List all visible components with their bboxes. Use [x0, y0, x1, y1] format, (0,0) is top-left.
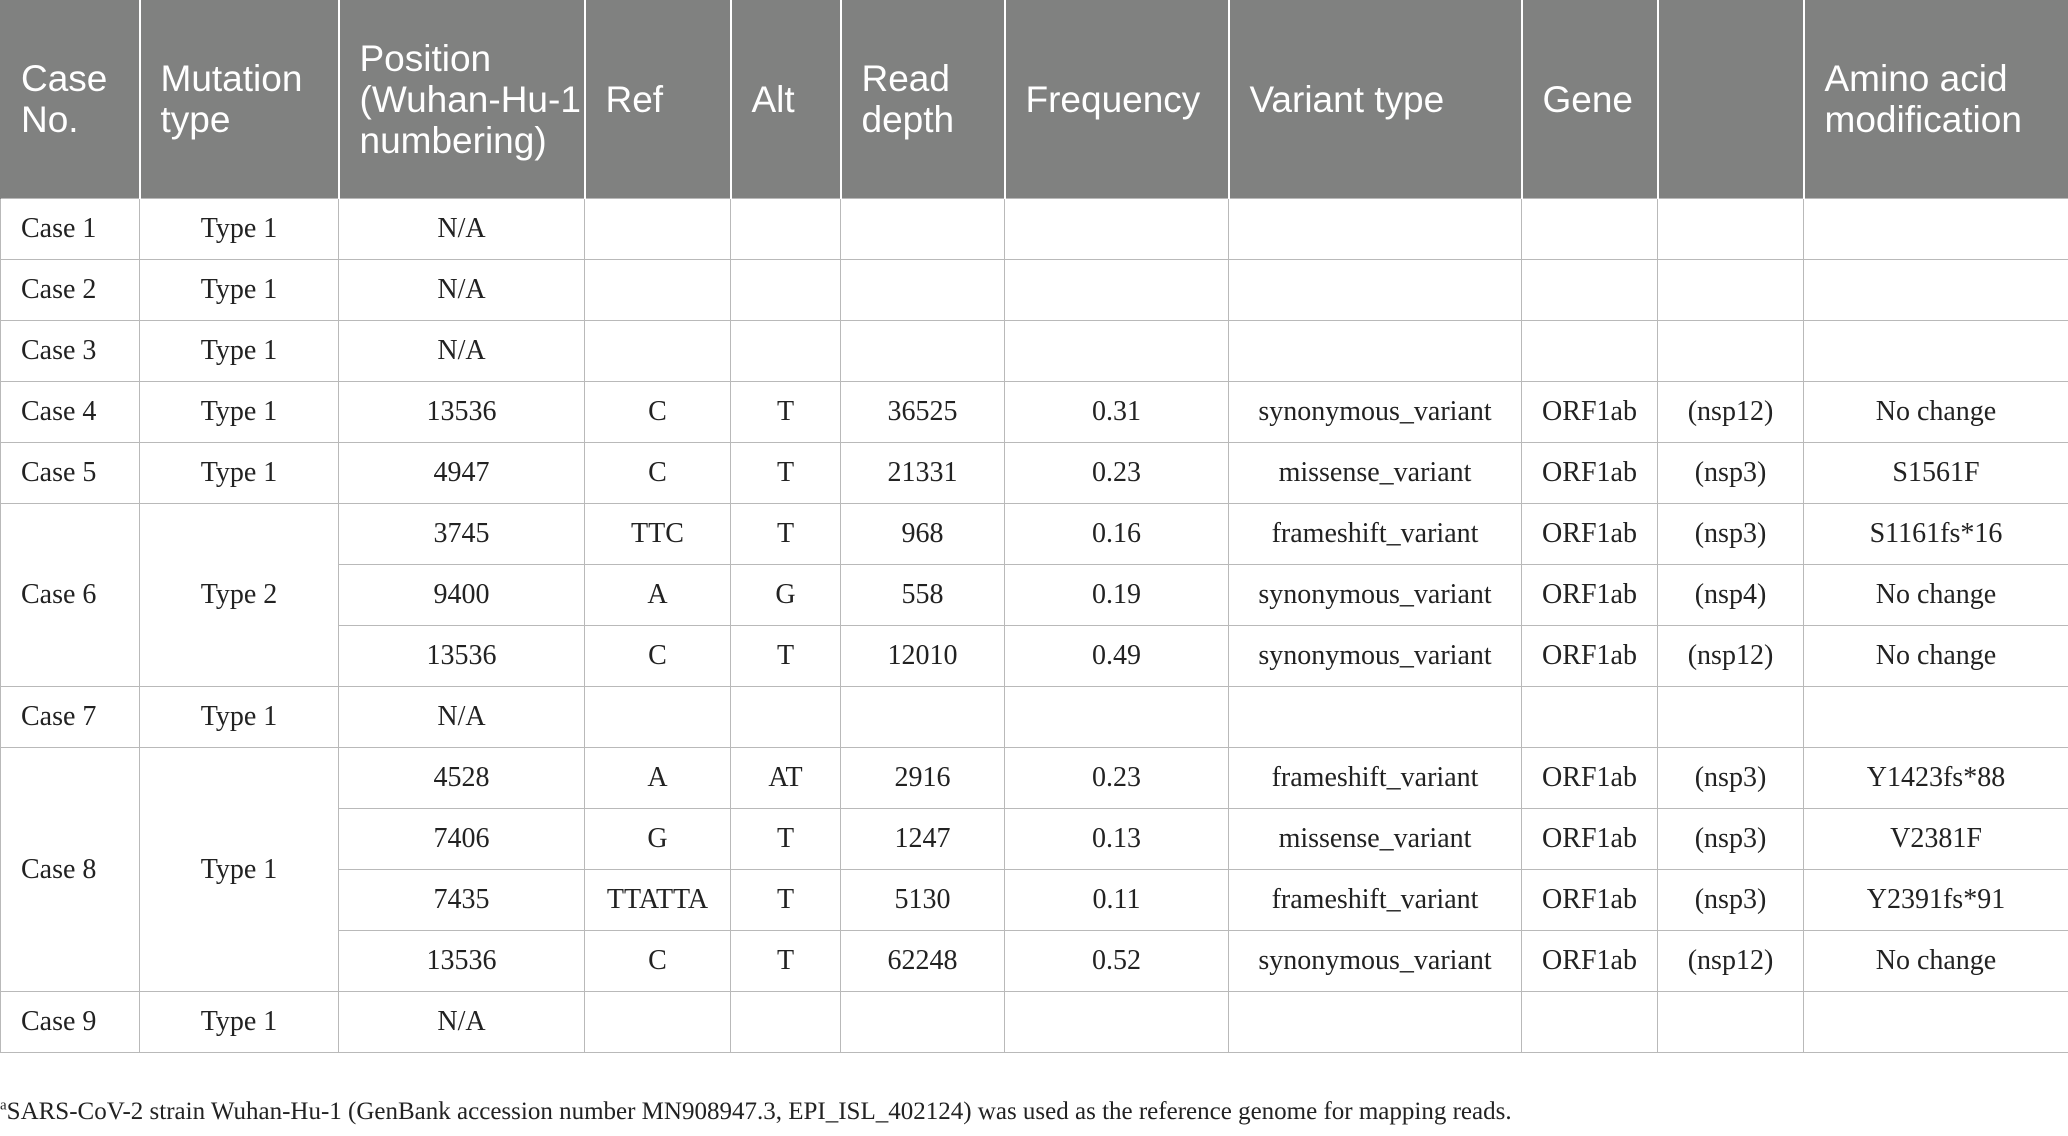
cell-amino-acid-modification: S1561F — [1804, 443, 2068, 504]
table-row — [1, 687, 2068, 748]
header-row — [1, 0, 2068, 199]
header-nsp — [1658, 0, 1804, 199]
cell-alt — [731, 199, 841, 260]
cell-alt: G — [731, 565, 841, 626]
table-row — [1, 443, 2068, 504]
cell-case-no: Case 4 — [1, 382, 140, 443]
cell-alt: T — [731, 382, 841, 443]
cell-nsp: (nsp3) — [1658, 504, 1804, 565]
cell-ref — [585, 992, 731, 1053]
table-body — [1, 199, 2068, 1053]
cell-nsp: (nsp12) — [1658, 382, 1804, 443]
table-row — [1, 260, 2068, 321]
cell-read-depth — [841, 199, 1005, 260]
footnote-text: SARS-CoV-2 strain Wuhan-Hu-1 (GenBank accession number MN908947.3, EPI_ISL_402124) was used as the reference genome for mapping reads. — [6, 1098, 1512, 1125]
cell-case-no: Case 9 — [1, 992, 140, 1053]
cell-position: 7406 — [339, 809, 585, 870]
cell-case-no: Case 6 — [1, 504, 140, 687]
cell-read-depth: 5130 — [841, 870, 1005, 931]
cell-nsp: (nsp3) — [1658, 870, 1804, 931]
cell-gene: ORF1ab — [1522, 809, 1658, 870]
cell-variant-type: synonymous_variant — [1229, 626, 1522, 687]
cell-variant-type: frameshift_variant — [1229, 748, 1522, 809]
cell-frequency — [1005, 321, 1229, 382]
cell-mutation-type: Type 1 — [140, 687, 339, 748]
cell-mutation-type: Type 1 — [140, 992, 339, 1053]
cell-position: N/A — [339, 260, 585, 321]
cell-variant-type — [1229, 687, 1522, 748]
cell-alt: T — [731, 626, 841, 687]
cell-ref: C — [585, 382, 731, 443]
cell-read-depth: 2916 — [841, 748, 1005, 809]
cell-position: 7435 — [339, 870, 585, 931]
cell-alt — [731, 687, 841, 748]
cell-position: 9400 — [339, 565, 585, 626]
cell-nsp — [1658, 687, 1804, 748]
table-row — [1, 382, 2068, 443]
cell-gene — [1522, 687, 1658, 748]
cell-frequency: 0.13 — [1005, 809, 1229, 870]
cell-case-no: Case 2 — [1, 260, 140, 321]
cell-ref — [585, 199, 731, 260]
cell-alt: T — [731, 504, 841, 565]
header-amino-acid-modification: Amino acid modification — [1804, 0, 2068, 199]
cell-alt: T — [731, 443, 841, 504]
cell-variant-type — [1229, 992, 1522, 1053]
cell-gene: ORF1ab — [1522, 504, 1658, 565]
cell-position: 3745 — [339, 504, 585, 565]
cell-gene — [1522, 321, 1658, 382]
cell-case-no: Case 5 — [1, 443, 140, 504]
cell-variant-type — [1229, 260, 1522, 321]
cell-nsp — [1658, 260, 1804, 321]
cell-gene — [1522, 992, 1658, 1053]
cell-read-depth: 968 — [841, 504, 1005, 565]
header-case-no: Case No. — [1, 0, 140, 199]
cell-mutation-type: Type 1 — [140, 382, 339, 443]
cell-alt: T — [731, 870, 841, 931]
cell-read-depth — [841, 260, 1005, 321]
cell-case-no: Case 3 — [1, 321, 140, 382]
cell-amino-acid-modification: S1161fs*16 — [1804, 504, 2068, 565]
cell-ref: TTATTA — [585, 870, 731, 931]
cell-frequency — [1005, 687, 1229, 748]
cell-frequency: 0.19 — [1005, 565, 1229, 626]
cell-position: 13536 — [339, 931, 585, 992]
cell-amino-acid-modification: No change — [1804, 565, 2068, 626]
cell-amino-acid-modification: No change — [1804, 626, 2068, 687]
cell-ref: G — [585, 809, 731, 870]
cell-nsp — [1658, 992, 1804, 1053]
cell-position: 13536 — [339, 626, 585, 687]
cell-mutation-type: Type 2 — [140, 504, 339, 687]
header-alt: Alt — [731, 0, 841, 199]
cell-variant-type: synonymous_variant — [1229, 565, 1522, 626]
cell-amino-acid-modification — [1804, 687, 2068, 748]
cell-variant-type: frameshift_variant — [1229, 504, 1522, 565]
cell-frequency — [1005, 992, 1229, 1053]
cell-read-depth: 12010 — [841, 626, 1005, 687]
cell-alt: T — [731, 809, 841, 870]
cell-variant-type: synonymous_variant — [1229, 931, 1522, 992]
cell-ref — [585, 687, 731, 748]
cell-ref: A — [585, 748, 731, 809]
cell-case-no: Case 7 — [1, 687, 140, 748]
cell-frequency — [1005, 199, 1229, 260]
cell-read-depth — [841, 687, 1005, 748]
cell-frequency: 0.23 — [1005, 443, 1229, 504]
cell-gene — [1522, 199, 1658, 260]
cell-amino-acid-modification — [1804, 992, 2068, 1053]
header-ref: Ref — [585, 0, 731, 199]
cell-amino-acid-modification: Y2391fs*91 — [1804, 870, 2068, 931]
cell-nsp: (nsp4) — [1658, 565, 1804, 626]
cell-nsp — [1658, 199, 1804, 260]
cell-ref — [585, 260, 731, 321]
header-frequency: Frequency — [1005, 0, 1229, 199]
cell-position: 13536 — [339, 382, 585, 443]
cell-variant-type: frameshift_variant — [1229, 870, 1522, 931]
cell-variant-type: missense_variant — [1229, 809, 1522, 870]
cell-mutation-type: Type 1 — [140, 199, 339, 260]
cell-amino-acid-modification: No change — [1804, 382, 2068, 443]
cell-read-depth: 1247 — [841, 809, 1005, 870]
cell-amino-acid-modification: No change — [1804, 931, 2068, 992]
cell-gene — [1522, 260, 1658, 321]
cell-nsp: (nsp3) — [1658, 748, 1804, 809]
cell-amino-acid-modification: Y1423fs*88 — [1804, 748, 2068, 809]
cell-position: 4528 — [339, 748, 585, 809]
table-footnote — [0, 1098, 1512, 1126]
cell-frequency: 0.23 — [1005, 748, 1229, 809]
cell-frequency — [1005, 260, 1229, 321]
cell-frequency: 0.31 — [1005, 382, 1229, 443]
cell-alt: AT — [731, 748, 841, 809]
cell-read-depth: 62248 — [841, 931, 1005, 992]
cell-case-no: Case 8 — [1, 748, 140, 992]
cell-nsp: (nsp12) — [1658, 626, 1804, 687]
cell-position: 4947 — [339, 443, 585, 504]
cell-nsp — [1658, 321, 1804, 382]
cell-read-depth — [841, 321, 1005, 382]
cell-mutation-type: Type 1 — [140, 260, 339, 321]
cell-ref: C — [585, 931, 731, 992]
cell-mutation-type: Type 1 — [140, 443, 339, 504]
header-position: Position (Wuhan-Hu-1 numbering) — [339, 0, 585, 199]
cell-position: N/A — [339, 199, 585, 260]
table-row — [1, 992, 2068, 1053]
cell-position: N/A — [339, 321, 585, 382]
table-header — [1, 0, 2068, 199]
cell-nsp: (nsp12) — [1658, 931, 1804, 992]
cell-mutation-type: Type 1 — [140, 321, 339, 382]
cell-read-depth: 558 — [841, 565, 1005, 626]
cell-variant-type: missense_variant — [1229, 443, 1522, 504]
header-read-depth: Read depth — [841, 0, 1005, 199]
table-row — [1, 321, 2068, 382]
cell-amino-acid-modification — [1804, 321, 2068, 382]
header-variant-type: Variant type — [1229, 0, 1522, 199]
cell-amino-acid-modification — [1804, 260, 2068, 321]
table-row — [1, 504, 2068, 565]
cell-nsp: (nsp3) — [1658, 443, 1804, 504]
cell-alt: T — [731, 931, 841, 992]
cell-gene: ORF1ab — [1522, 382, 1658, 443]
cell-position: N/A — [339, 687, 585, 748]
cell-position: N/A — [339, 992, 585, 1053]
table-row — [1, 199, 2068, 260]
cell-alt — [731, 321, 841, 382]
cell-read-depth: 36525 — [841, 382, 1005, 443]
cell-gene: ORF1ab — [1522, 565, 1658, 626]
cell-ref: TTC — [585, 504, 731, 565]
cell-gene: ORF1ab — [1522, 931, 1658, 992]
cell-ref — [585, 321, 731, 382]
header-gene: Gene — [1522, 0, 1658, 199]
cell-case-no: Case 1 — [1, 199, 140, 260]
cell-gene: ORF1ab — [1522, 870, 1658, 931]
cell-gene: ORF1ab — [1522, 748, 1658, 809]
cell-frequency: 0.52 — [1005, 931, 1229, 992]
cell-nsp: (nsp3) — [1658, 809, 1804, 870]
cell-frequency: 0.16 — [1005, 504, 1229, 565]
cell-mutation-type: Type 1 — [140, 748, 339, 992]
table-row — [1, 748, 2068, 809]
cell-variant-type — [1229, 199, 1522, 260]
footnote-mark: a — [0, 1097, 7, 1114]
cell-gene: ORF1ab — [1522, 443, 1658, 504]
header-mutation-type: Mutation type — [140, 0, 339, 199]
cell-amino-acid-modification: V2381F — [1804, 809, 2068, 870]
cell-gene: ORF1ab — [1522, 626, 1658, 687]
cell-frequency: 0.49 — [1005, 626, 1229, 687]
cell-variant-type — [1229, 321, 1522, 382]
cell-frequency: 0.11 — [1005, 870, 1229, 931]
cell-ref: C — [585, 443, 731, 504]
cell-alt — [731, 260, 841, 321]
cell-read-depth — [841, 992, 1005, 1053]
cell-ref: A — [585, 565, 731, 626]
cell-read-depth: 21331 — [841, 443, 1005, 504]
cell-variant-type: synonymous_variant — [1229, 382, 1522, 443]
cell-amino-acid-modification — [1804, 199, 2068, 260]
cell-ref: C — [585, 626, 731, 687]
cell-alt — [731, 992, 841, 1053]
